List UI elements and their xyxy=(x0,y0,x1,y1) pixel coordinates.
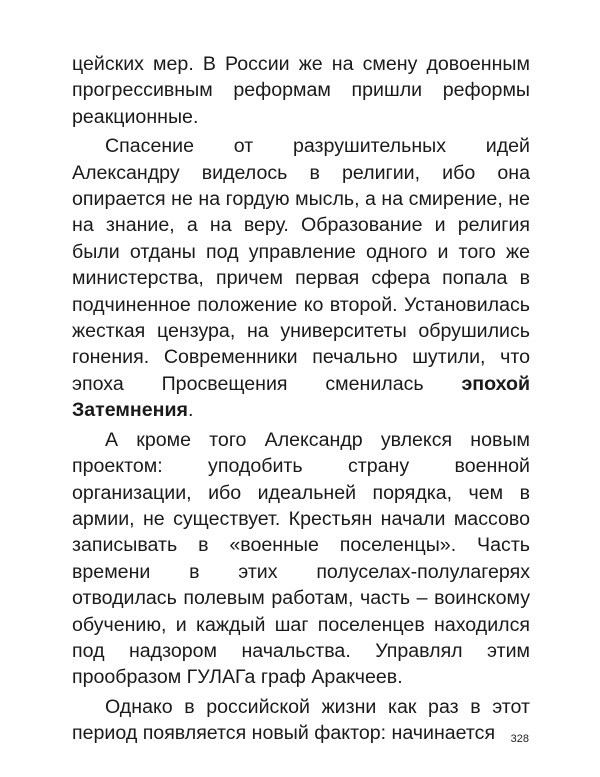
emphasis-term: эпохой Затемнения xyxy=(72,372,530,422)
paragraph-4-text: Однако в российской жизни как раз в этот период появляется новый фактор: начинается xyxy=(72,695,530,745)
paragraph-2-tail: . xyxy=(187,399,194,422)
paragraph-military-settlements xyxy=(72,427,530,691)
paragraph-3-text: А кроме того Александр увлекся новым проектом: уподобить страну военной организации, ибо идеальней порядка, чем в армии, не существует. Крестьян начали массово записывать в «военные поселенцы». Часть времени в этих полуселах-полулагерях отводилась полевым работам, часть – воинскому обучению, и каждый шаг поселенцев находился под надзором начальства. Управлял этим прообразом ГУЛАГа граф Аракчеев. xyxy=(72,428,530,689)
paragraph-continuation xyxy=(72,51,530,130)
paragraph-religion xyxy=(72,133,530,423)
page-number: 328 xyxy=(510,733,529,745)
paragraph-2-text: Спасение от разрушительных идей Александру виделось в религии, ибо она опирается не на гордую мысль, а на смирение, не на знание, а на веру. Образование и религия были отданы под управление одного и того же министерства, причем первая сфера попала в подчиненное положение ко второй. Установилась жесткая цензура, на университеты обрушились гонения. Современники печально шутили, что эпоха Просвещения сменилась xyxy=(72,135,530,395)
paragraph-new-factor xyxy=(72,694,530,747)
page-body xyxy=(72,51,530,747)
paragraph-1-text: цейских мер. В России же на смену довоенным прогрессивным реформам пришли реформы реакционные. xyxy=(72,53,530,128)
